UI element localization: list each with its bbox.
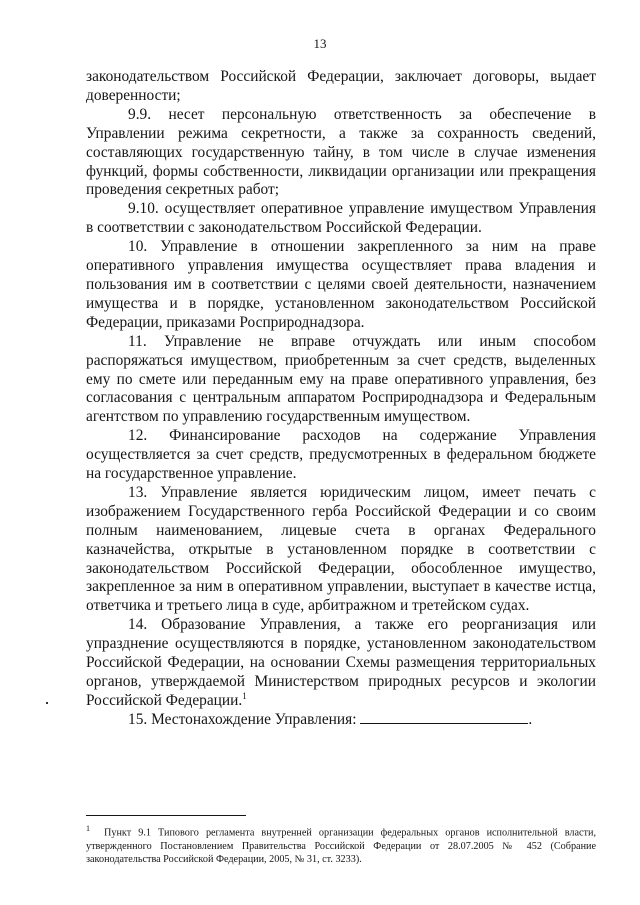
document-body	[86, 68, 596, 730]
paragraph-9-9: 9.9. несет персональную ответственность за обеспечение в Управлении режима секретности, а также за сохранность сведений, составляющих государственную тайну, в том числе в случае изменения функций, формы собственности, ликвидации организации или прекращения проведения секретных работ;	[86, 105, 596, 199]
paragraph-14-text: 14. Образование Управления, а также его реорганизация или упразднение осуществляются в порядке, установленном законодательством Российской Федерации, на основании Схемы размещения территориальных органов, утверждаемой Министерством природных ресурсов и экологии Российской Федерации.	[86, 616, 596, 709]
footnote-reference: 1	[242, 690, 247, 701]
page-number: 13	[313, 36, 327, 51]
paragraph-11: 11. Управление не вправе отчуждать или иным способом распоряжаться имуществом, приобретенным за счет средств, выделенных ему по смете или переданным ему на праве оперативного управления, без согласования с центральным аппаратом Росприроднадзора и Федеральным агентством по управлению государственным имуществом.	[86, 332, 596, 426]
paragraph-15	[86, 711, 596, 730]
footnote	[86, 822, 596, 867]
footnote-separator	[86, 815, 246, 816]
footnote-text: Пункт 9.1 Типового регламента внутренней организации федеральных органов исполнительной власти, утвержденного Постановлением Правительства Российской Федерации от 28.07.2005 № 452 (Собрание законодательства Российской Федерации, 2005, № 31, ст. 3233).	[86, 827, 596, 866]
paragraph-15-label: 15. Местонахождение Управления:	[128, 710, 357, 728]
scan-dot-mark	[46, 702, 48, 704]
paragraph-15-end: .	[528, 710, 533, 728]
paragraph-9-10: 9.10. осуществляет оперативное управление имуществом Управления в соответствии с законодательством Российской Федерации.	[86, 200, 596, 237]
paragraph-continuation: законодательством Российской Федерации, заключает договоры, выдает доверенности;	[86, 68, 596, 104]
paragraph-14	[86, 616, 596, 711]
paragraph-12: 12. Финансирование расходов на содержание Управления осуществляется за счет средств, предусмотренных в федеральном бюджете на государственное управление.	[86, 427, 596, 483]
location-blank-line	[360, 711, 528, 724]
paragraph-13: 13. Управление является юридическим лицом, имеет печать с изображением Государственного герба Российской Федерации и со своим полным наименованием, лицевые счета в органах Федерального казначейства, открытые в установленном порядке в соответствии с законодательством Российской Федерации, обособленное имущество, закрепленное за ним в оперативном управлении, выступает в качестве истца, ответчика и третьего лица в суде, арбитражном и третейском судах.	[86, 483, 596, 615]
footnote-mark: 1	[86, 824, 90, 833]
paragraph-10: 10. Управление в отношении закрепленного за ним на праве оперативного управления имущества осуществляет права владения и пользования им в соответствии с целями своей деятельности, назначением имущества и в порядке, установленном законодательством Российской Федерации, приказами Росприроднадзора.	[86, 238, 596, 331]
